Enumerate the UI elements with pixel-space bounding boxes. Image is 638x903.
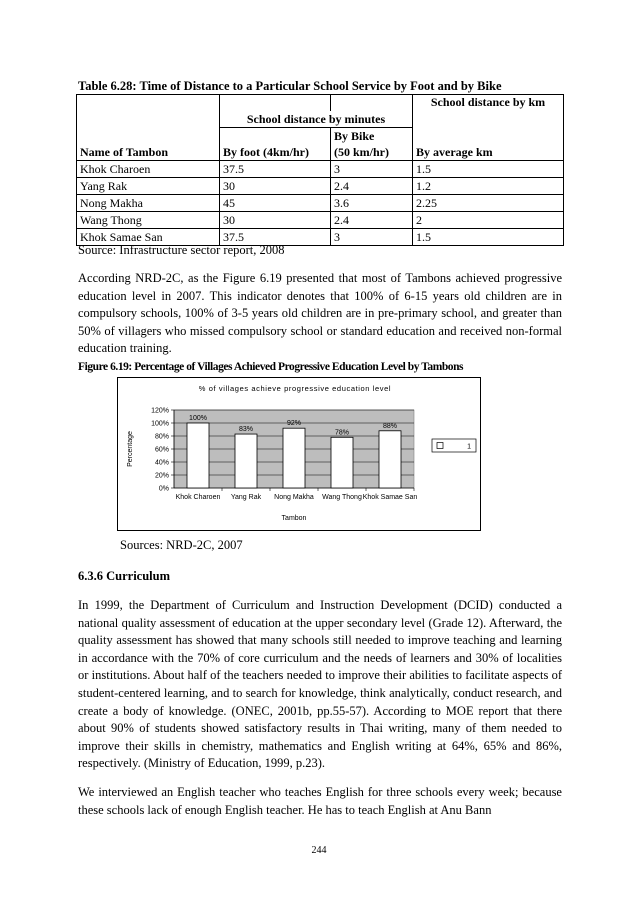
- bar-chart: [118, 378, 480, 530]
- section-title: 6.3.6 Curriculum: [78, 569, 171, 583]
- bar: [331, 437, 353, 488]
- group-header-km: [413, 95, 564, 112]
- x-axis-label: Tambon: [281, 515, 307, 522]
- x-tick-label: Khok Samae San: [362, 494, 418, 501]
- cell-name: Wang Thong: [77, 212, 220, 229]
- chart-frame: [117, 377, 481, 531]
- cell-km: 1.5: [413, 229, 564, 246]
- header-blank-cell: [331, 95, 413, 112]
- cell-bike: 2.4: [331, 212, 413, 229]
- header-blank-cell: [77, 95, 220, 112]
- cell-bike: 3: [331, 161, 413, 178]
- figure-caption: Figure 6.19: Percentage of Villages Achieved Progressive Education Level by Tambons: [78, 361, 464, 373]
- col-header-avg: By average km: [413, 128, 564, 161]
- group-header-minutes: School distance by minutes: [220, 111, 413, 128]
- cell-bike: 3: [331, 229, 413, 246]
- paragraph-interview: We interviewed an English teacher who teaches English for three schools every week; because these schools lack of enough English teacher. He has to teach English at Anu Bann: [78, 785, 562, 817]
- cell-name: Yang Rak: [77, 178, 220, 195]
- y-tick-label: 0%: [158, 485, 169, 493]
- table-row: [77, 195, 564, 212]
- table-row: [77, 212, 564, 229]
- data-label: 100%: [189, 415, 207, 422]
- header-blank-cell: [413, 111, 564, 128]
- cell-foot: 30: [220, 212, 331, 229]
- x-tick-label: Yang Rak: [230, 494, 262, 501]
- cell-bike: 3.6: [331, 195, 413, 212]
- page-number: 244: [311, 845, 327, 856]
- cell-name: Khok Charoen: [77, 161, 220, 178]
- table-row: [77, 178, 564, 195]
- y-tick-label: 40%: [154, 459, 169, 467]
- x-tick-label: Khok Charoen: [175, 494, 221, 501]
- data-label: 92%: [286, 420, 302, 428]
- x-tick-label: Nong Makha: [274, 494, 314, 501]
- group-header-km-text: School distance by km: [430, 95, 546, 109]
- data-label: 78%: [334, 429, 350, 437]
- legend-swatch: [437, 443, 443, 449]
- y-tick-label: 20%: [154, 472, 169, 480]
- cell-foot: 45: [220, 195, 331, 212]
- table-source: Source: Infrastructure sector report, 2008: [78, 243, 285, 257]
- paragraph-progressive-education: According NRD-2C, as the Figure 6.19 presented that most of Tambons achieved progressive education level in 2007. This indicator denotes that 100% of 6-15 years old children are in compulsory schools, 100% of 3-5 years old children are in pre-primary school, and greater than 50% of villagers who missed compulsory school or standard education and received non-formal education training.: [78, 271, 562, 356]
- y-axis-label: Percentage: [127, 431, 134, 467]
- cell-foot: 37.5: [220, 229, 331, 246]
- col-header-foot: By foot (4km/hr): [220, 128, 331, 161]
- cell-bike: 2.4: [331, 178, 413, 195]
- data-label: 83%: [238, 426, 254, 434]
- cell-foot: 30: [220, 178, 331, 195]
- header-blank-cell: [220, 95, 331, 112]
- cell-km: 1.5: [413, 161, 564, 178]
- bar: [283, 428, 305, 488]
- cell-foot: 37.5: [220, 161, 331, 178]
- table-caption: Table 6.28: Time of Distance to a Particular School Service by Foot and by Bike: [78, 79, 502, 93]
- figure-source: Sources: NRD-2C, 2007: [120, 538, 243, 552]
- y-tick-label: 60%: [154, 446, 169, 454]
- chart-title: % of villages achieve progressive education level: [198, 384, 392, 393]
- y-tick-label: 120%: [151, 407, 169, 415]
- bar: [379, 431, 401, 488]
- table-row: [77, 161, 564, 178]
- cell-km: 1.2: [413, 178, 564, 195]
- col-header-bike-line1: By Bike: [334, 129, 375, 143]
- paragraph-curriculum: In 1999, the Department of Curriculum and Instruction Development (DCID) conducted a national quality assessment of education at the upper secondary level (Grade 12). Afterward, the quality assessment has showed that many schools still needed to improve teaching and learning in accordance with the 70% of core curriculum and the needs of learners and 30% of localities or institutions. About half of the teachers needed to improve their abilities to facilitate aspects of student-centered learning, and to search for knowledge, think analytically, conduct research, and create a body of knowledge. (ONEC, 2001b, pp.55-57). According to MOE report that there about 90% of students showed satisfactory results in Thai writing, many of them needed to improve their skills in chemistry, mathematics and English writing at 64%, 65% and 86%, respectively. (Ministry of Education, 1999, p.23).: [78, 598, 562, 771]
- col-header-name: Name of Tambon: [77, 128, 220, 161]
- bar: [187, 423, 209, 488]
- cell-km: 2: [413, 212, 564, 229]
- cell-name: Nong Makha: [77, 195, 220, 212]
- y-tick-label: 80%: [154, 433, 169, 441]
- col-header-bike-line2: (50 km/hr): [334, 145, 389, 159]
- header-blank-cell: [77, 111, 220, 128]
- data-label: 88%: [382, 422, 398, 430]
- legend-label: 1: [467, 443, 471, 451]
- cell-km: 2.25: [413, 195, 564, 212]
- cell-name: Khok Samae San: [77, 229, 220, 246]
- y-tick-label: 100%: [151, 420, 169, 428]
- bar: [235, 434, 257, 488]
- distance-table: [76, 94, 564, 246]
- x-tick-label: Wang Thong: [322, 494, 362, 501]
- col-header-bike: [331, 128, 413, 161]
